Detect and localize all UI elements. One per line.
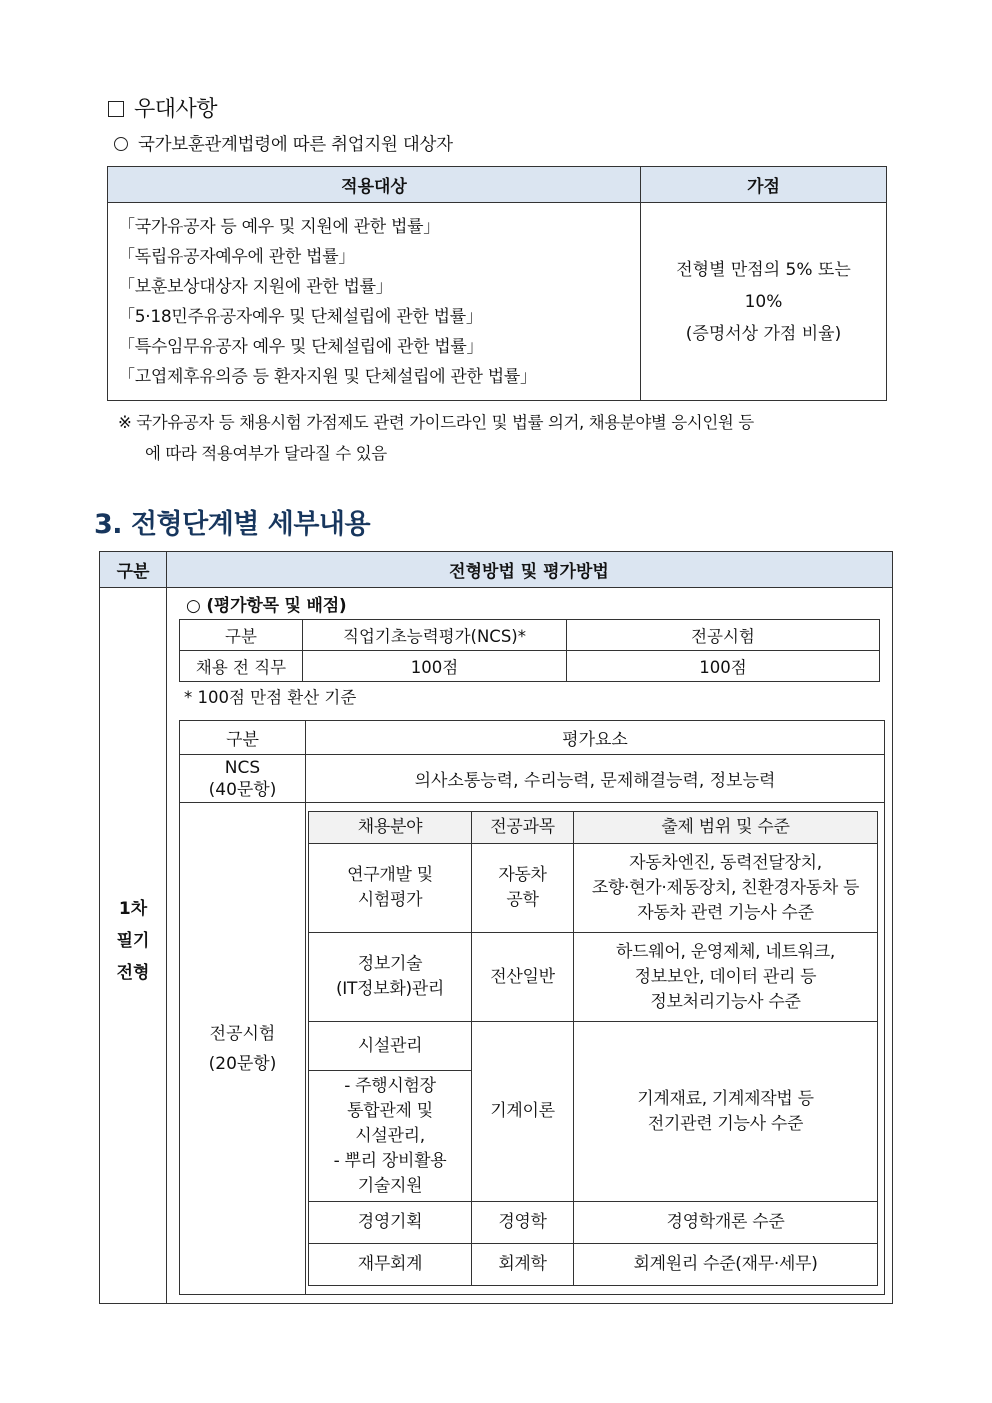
column-divider: [166, 552, 167, 1303]
stage-label: 1차 필기 전형: [116, 899, 150, 983]
law-item: 「독립유공자예우에 관한 법률」: [118, 246, 356, 267]
table-row: 정보기술 (IT정보화)관리 전산일반 하드웨어, 운영제체, 네트워크, 정보보안, 데이터 관리 등 정보처리기능사 수준: [309, 933, 878, 1022]
score-note: * 100점 만점 환산 기준: [184, 688, 357, 707]
major-label: 전공시험 (20문항): [180, 803, 306, 1295]
law-list: [108, 203, 641, 401]
col-method-header: 전형방법 및 평가방법: [166, 552, 892, 588]
points-cell: 전형별 만점의 5% 또는 10% (증명서상 가점 비율): [641, 203, 887, 401]
section-title: 3. 전형단계별 세부내용: [94, 509, 371, 540]
table-row: - 주행시험장 통합관제 및 시설관리, - 뿌리 장비활용 기술지원: [309, 1071, 878, 1202]
major-table: 채용분야 전공과목 출제 범위 및 수준 연구개발 및 시험평가 자동차 공학 자동차엔진, 동력전달장치, 조향·현가·제동장치, 친환경자동차 등 자동차 관련 기능사 수준 정보기술 (IT정보화)관리 전산일반 하드웨어, 운영제체, 네트워크, 정보보안, 데이터 관리 등 정보처리기능사 수준 시설관리 기계이론 기계재료, 기계제작법 등 전기관련 기능사 수준 - 주행시험장 통합관제 및 시설관리, - 뿌리 장비활용 기술지원 경영기획 경영학 경영학개론 수준 재무회계 회계학 회계원리 수준(재무·세무): [308, 811, 878, 1286]
ncs-label: NCS (40문항): [180, 755, 306, 803]
preference-table: [107, 166, 887, 401]
law-item: 「국가유공자 등 예우 및 지원에 관한 법률」: [118, 216, 440, 237]
table-row: 경영기획 경영학 경영학개론 수준: [309, 1202, 878, 1244]
score-table: 구분 직업기초능력평가(NCS)* 전공시험 채용 전 직무 100점 100점: [179, 619, 880, 682]
preference-heading: 우대사항: [108, 92, 217, 123]
table-row: 시설관리 기계이론 기계재료, 기계제작법 등 전기관련 기능사 수준: [309, 1022, 878, 1071]
col-points-header: 가점: [641, 167, 887, 203]
law-item: 「특수임무유공자 예우 및 단체설립에 관한 법률」: [118, 336, 484, 357]
table-row: 연구개발 및 시험평가 자동차 공학 자동차엔진, 동력전달장치, 조향·현가·제동장치, 친환경자동차 등 자동차 관련 기능사 수준: [309, 844, 878, 933]
checkbox-square-icon: [108, 101, 124, 117]
preference-note: ※ 국가유공자 등 채용시험 가점제도 관련 가이드라인 및 법률 의거, 채용분야별 응시인원 등 에 따라 적용여부가 달라질 수 있음: [118, 413, 754, 463]
col-target-header: 적용대상: [108, 167, 641, 203]
ncs-elements: 의사소통능력, 수리능력, 문제해결능력, 정보능력: [306, 755, 885, 803]
col-category-header: 구분: [100, 552, 166, 588]
law-item: 「5·18민주유공자예우 및 단체설립에 관한 법률」: [118, 306, 483, 327]
item-heading: ○ (평가항목 및 배점): [186, 596, 347, 616]
table-row: 재무회계 회계학 회계원리 수준(재무·세무): [309, 1244, 878, 1286]
eval-table: 구분 평가요소 NCS (40문항) 의사소통능력, 수리능력, 문제해결능력, 정보능력 전공시험 (20문항) 채용분야 전공과목 출제 범위 및 수준 연구개발 및 시험평가 자동차 공학 자동차엔진, 동력전달장치, 조향·현가·제동장치, 친환경자동차 등 자동차 관련 기능사 수준 정보기술 (IT정보화)관리 전산일반 하드웨어, 운영제체, 네트워크, 정보보안, 데이터 관리 등 정보처리기능사 수준 시설관리 기계이론 기계재료, 기계제작법 등 전기관련 기능사 수준 - 주행시험장 통합관제 및 시설관리, - 뿌리 장비활용 기술지원 경영기획 경영학 경영학개론 수준 재무회계 회계학 회계원리 수준(재무·세무): [179, 720, 885, 1295]
law-item: 「고엽제후유의증 등 환자지원 및 단체설립에 관한 법률」: [118, 366, 537, 387]
law-item: 「보훈보상대상자 지원에 관한 법률」: [118, 276, 393, 297]
preference-sub-heading: 국가보훈관계법령에 따른 취업지원 대상자: [114, 131, 453, 156]
circle-bullet-icon: [114, 137, 128, 151]
